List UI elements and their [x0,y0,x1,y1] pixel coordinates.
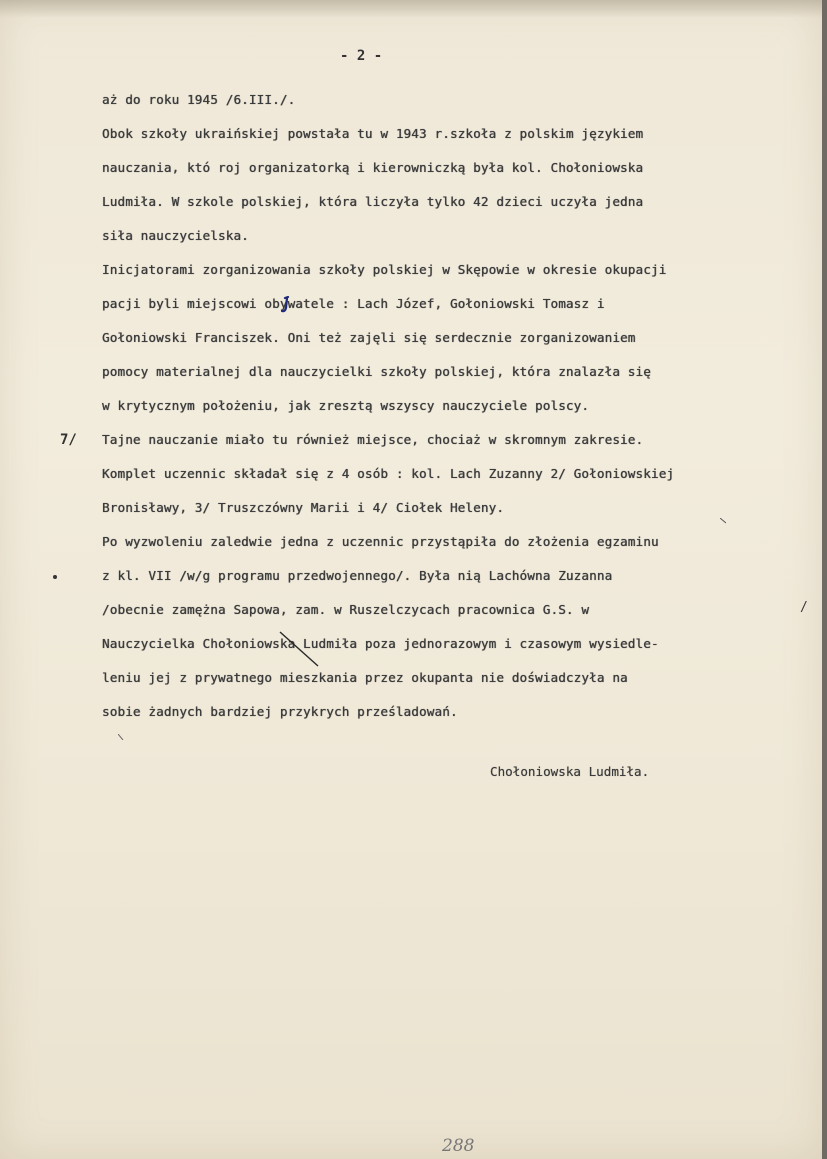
text-line: pacji byli miejscowi obywatele : Lach Józef, Gołoniowski Tomasz i [102,296,605,311]
margin-note: 7/ [60,432,77,448]
text-line: Tajne nauczanie miało tu również miejsce, chociaż w skromnym zakresie. [102,432,644,447]
page-number: - 2 - [340,48,383,64]
text-line: aż do roku 1945 /6.III./. [102,92,296,107]
text-line: nauczania, któ roj organizatorką i kierowniczką była kol. Chołoniowska [102,160,644,175]
handwritten-strike-mark [278,630,320,670]
margin-slash-mark: / [800,600,808,615]
text-line: Ludmiła. W szkole polskiej, która liczyła tylko 42 dzieci uczyła jedna [102,194,644,209]
paper-speck [52,574,58,580]
text-line: sobie żadnych bardziej przykrych prześladowań. [102,704,458,719]
signature: Chołoniowska Ludmiła. [490,764,650,779]
text-line: siła nauczycielska. [102,228,249,243]
text-line: Obok szkoły ukraińskiej powstała tu w 1943 r.szkoła z polskim językiem [102,126,644,141]
paper-speck [118,734,124,740]
text-line: Komplet uczennic składał się z 4 osób : kol. Lach Zuzanny 2/ Gołoniowskiej [102,466,675,481]
text-line: w krytycznym położeniu, jak zresztą wszyscy nauczyciele polscy. [102,398,590,413]
archive-page-number: 288 [442,1136,475,1156]
text-line: Po wyzwoleniu zaledwie jedna z uczennic przystąpiła do złożenia egzaminu [102,534,659,549]
text-line: /obecnie zamężna Sapowa, zam. w Ruszelczycach pracownica G.S. w [102,602,590,617]
handwritten-ink-correction-icon [281,296,291,314]
text-line: z kl. VII /w/g programu przedwojennego/. Była nią Lachówna Zuzanna [102,568,613,583]
text-line: Bronisławy, 3/ Truszczówny Marii i 4/ Ciołek Heleny. [102,500,505,515]
text-line: Inicjatorami zorganizowania szkoły polskiej w Skępowie w okresie okupacji [102,262,667,277]
text-line: leniu jej z prywatnego mieszkania przez okupanta nie doświadczyła na [102,670,628,685]
paper-speck [720,518,726,524]
text-line: pomocy materialnej dla nauczycielki szkoły polskiej, która znalazła się [102,364,651,379]
text-line: Nauczycielka Chołoniowska Ludmiła poza jednorazowym i czasowym wysiedle- [102,636,659,651]
text-line: Gołoniowski Franciszek. Oni też zajęli się serdecznie zorganizowaniem [102,330,636,345]
